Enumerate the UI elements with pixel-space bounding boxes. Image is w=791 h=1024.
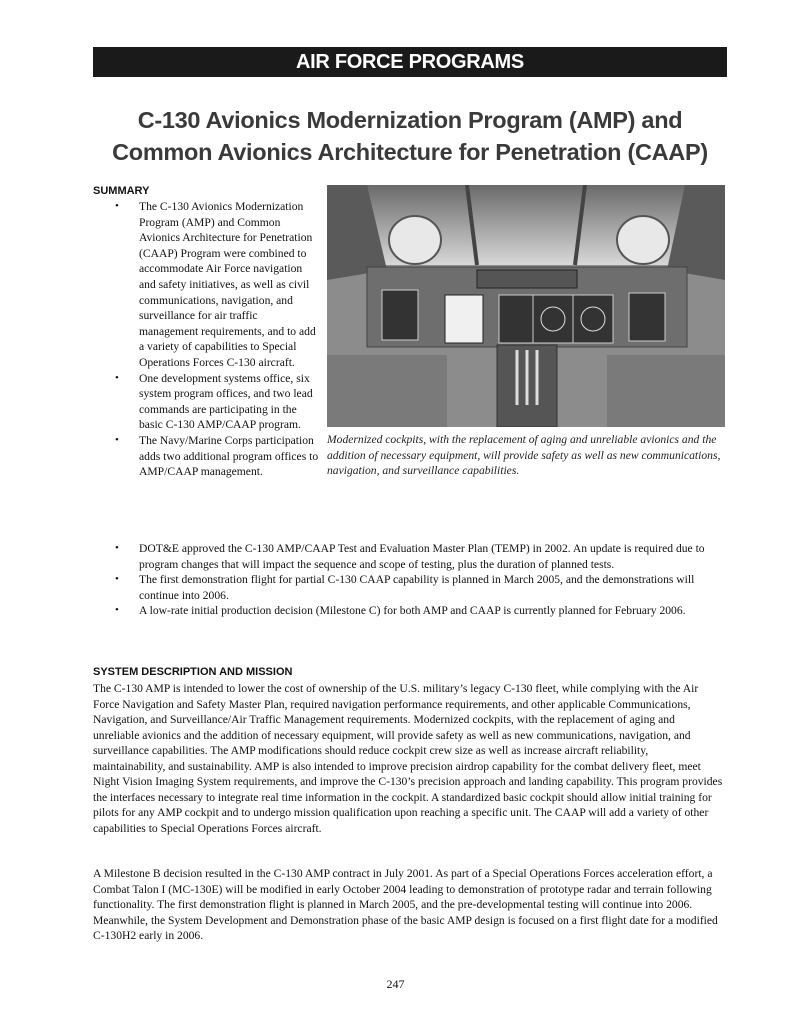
system-paragraph-1: The C-130 AMP is intended to lower the cost of ownership of the U.S. military’s legacy C-130 fleet, while complying with the Air Force Navigation and Safety Master Plan, required navigation performance requirements, and other applicable Communications, Navigation, and Surveillance/Air Traffic Management requirements. Modernized cockpits, with the replacement of aging and unreliable avionics and the addition of necessary equipment, will provide safety as well as new communications, navigation, and surveillance capabilities. The AMP modifications should reduce cockpit crew size as well as increase aircraft reliability, maintainability, and sustainability. AMP is also intended to improve precision airdrop capability for the combat delivery fleet, meet Night Vision Imaging System requirements, and improve the C-130’s precision approach and landing capability. This program provides the interfaces necessary to integrate real time information in the cockpit. A standardized basic cockpit should allow initial training for pilots for any AMP cockpit and to undergo mission qualification upon reaching a specific unit. The CAAP will add a variety of other capabilities to Special Operations Forces aircraft. (93, 682, 723, 835)
page-title: C-130 Avionics Modernization Program (AMP) and Common Avionics Architecture for Penetration (CAAP) (112, 107, 708, 165)
figure-caption: Modernized cockpits, with the replacement of aging and unreliable avionics and the addition of necessary equipment, will provide safety as well as new communications, navigation, and surveillance capabilities. (327, 433, 721, 477)
summary-heading: SUMMARY (93, 185, 150, 197)
cockpit-photo (327, 185, 725, 427)
list-item: • DOT&E approved the C-130 AMP/CAAP Test and Evaluation Master Plan (TEMP) in 2002. An update is required due to program changes that will impact the sequence and scope of testing, plus the duration of planned tests. (115, 542, 705, 571)
bullet-icon: • (115, 573, 119, 586)
page-number: 247 (386, 977, 405, 991)
bullet-icon: • (115, 200, 119, 212)
list-item: • The first demonstration flight for partial C-130 CAAP capability is planned in March 2005, and the demonstrations will continue into 2006. (115, 573, 695, 602)
system-paragraph-2: A Milestone B decision resulted in the C-130 AMP contract in July 2001. As part of a Special Operations Forces acceleration effort, a Combat Talon I (MC-130E) will be modified in early October 2004 leading to demonstration of prototype radar and terrain following functionality. The first demonstration flight is planned in March 2005, and the pre-developmental testing will continue into 2006. Meanwhile, the System Development and Demonstration phase of the basic AMP design is focused on a first flight date for a modified C-130H2 early in 2006. (93, 867, 718, 942)
bullet-icon: • (115, 542, 119, 554)
cockpit-illustration (327, 185, 725, 427)
system-heading: SYSTEM DESCRIPTION AND MISSION (93, 666, 293, 678)
list-item: • One development systems office, six system program offices, and two lead commands are participating in the basic C-130 AMP/CAAP program. (115, 371, 313, 432)
summary-bullets-wide (93, 541, 723, 619)
list-item: • A low-rate initial production decision (Milestone C) for both AMP and CAAP is currently planned for February 2006. (115, 604, 686, 618)
summary-bullets-narrow (93, 199, 319, 480)
bullet-icon: • (115, 371, 119, 384)
section-banner: AIR FORCE PROGRAMS (93, 47, 727, 77)
list-item: • The Navy/Marine Corps participation adds two additional program offices to AMP/CAAP management. (115, 433, 319, 479)
list-item: • The C-130 Avionics Modernization Program (AMP) and Common Avionics Architecture for Penetration (CAAP) Program were combined to accommodate Air Force navigation and safety initiatives, as well as civil communications, navigation, and surveillance for air traffic management requirements, and to add a variety of capabilities to Special Operations Forces C-130 aircraft. (115, 200, 316, 369)
bullet-icon: • (115, 604, 119, 617)
bullet-icon: • (115, 433, 119, 446)
